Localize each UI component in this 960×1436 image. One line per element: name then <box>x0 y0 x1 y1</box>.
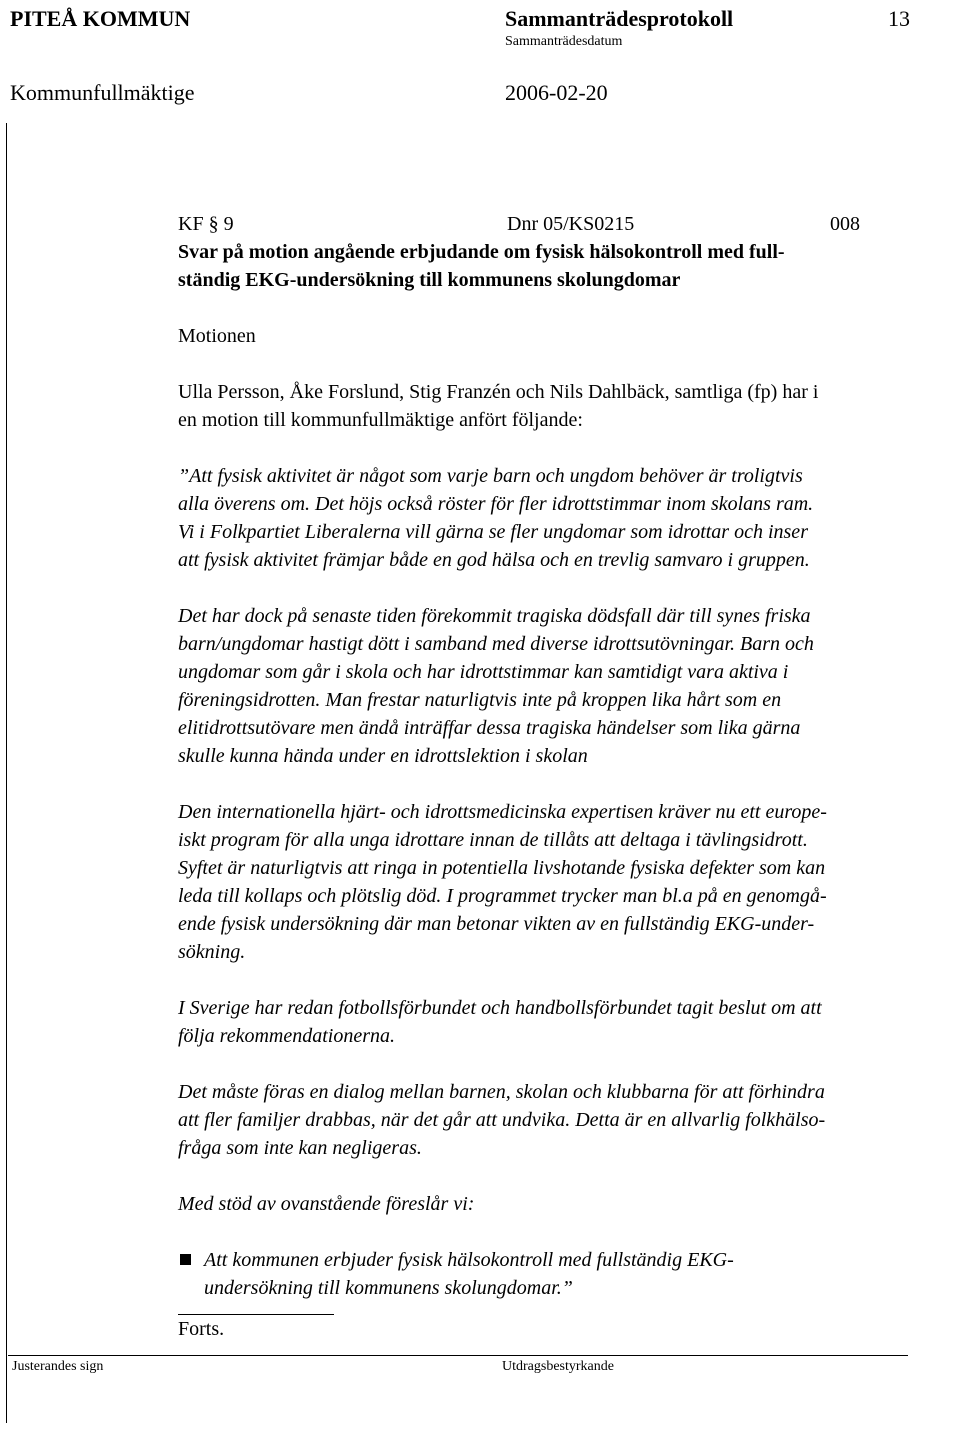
footer-rule <box>8 1355 908 1356</box>
document-body <box>178 210 958 1343</box>
quote-line: alla överens om. Det höjs också röster för fler idrottstimmar inom skolans ram. <box>178 493 814 515</box>
quote-line: Det har dock på senaste tiden förekommit tragiska dödsfall där till synes friska <box>178 605 811 627</box>
quote-line: sökning. <box>178 941 246 963</box>
organization-name: PITEÅ KOMMUN <box>10 6 191 31</box>
signature-label: Justerandes sign <box>12 1359 104 1374</box>
date-label: Sammanträdesdatum <box>505 34 623 49</box>
document-title: Sammanträdesprotokoll <box>505 6 734 31</box>
quote-line: följa rekommendationerna. <box>178 1025 396 1047</box>
quote-paragraph-4 <box>178 994 958 1050</box>
subject-line: ständig EKG-undersökning till kommunens skolungdomar <box>178 269 681 291</box>
continuation-label: Forts. <box>178 1318 225 1340</box>
extract-label: Utdragsbestyrkande <box>502 1359 614 1374</box>
quote-paragraph-2 <box>178 602 958 770</box>
quote-line: att fler familjer drabbas, när det går att undvika. Detta är en allvarlig folkhälso- <box>178 1109 826 1131</box>
bullet-line: undersökning till kommunens skolungdomar.” <box>204 1277 573 1299</box>
subject-line: Svar på motion angående erbjudande om fysisk hälsokontroll med full- <box>178 241 785 263</box>
quote-paragraph-5 <box>178 1078 958 1162</box>
dnr: Dnr 05/KS0215 <box>507 213 635 235</box>
proposal-bullet <box>178 1246 958 1302</box>
quote-line: ende fysisk undersökning där man betonar vikten av en fullständig EKG-under- <box>178 913 815 935</box>
quote-line: ungdomar som går i skola och har idrottstimmar kan samtidigt vara aktiva i <box>178 661 789 683</box>
quote-paragraph-1 <box>178 462 958 574</box>
quote-line: elitidrottsutövare men ändå inträffar dessa tragiska händelser som lika gärna <box>178 717 801 739</box>
quote-line: barn/ungdomar hastigt dött i samband med diverse idrottsutövningar. Barn och <box>178 633 814 655</box>
case-code: 008 <box>830 213 860 235</box>
quote-line: I Sverige har redan fotbollsförbundet och handbollsförbundet tagit beslut om att <box>178 997 822 1019</box>
section-heading: Motionen <box>178 325 256 347</box>
quote-paragraph-3 <box>178 798 958 966</box>
square-bullet-icon <box>180 1254 191 1265</box>
quote-line: ”Att fysisk aktivitet är något som varje barn och ungdom behöver är troligtvis <box>178 465 803 487</box>
quote-line: Den internationella hjärt- och idrottsmedicinska expertisen kräver nu ett europe- <box>178 801 827 823</box>
margin-line <box>6 123 7 1423</box>
quote-line: Det måste föras en dialog mellan barnen, skolan och klubbarna för att förhindra <box>178 1081 825 1103</box>
quote-line: iskt program för alla unga idrottare innan de tillåts att deltaga i tävlingsidrott. <box>178 829 808 851</box>
proposal-intro: Med stöd av ovanstående föreslår vi: <box>178 1193 475 1215</box>
case-header <box>178 210 958 238</box>
quote-line: föreningsidrotten. Man frestar naturligtvis inte på kroppen lika hårt som en <box>178 689 782 711</box>
quote-line: leda till kollaps och plötslig död. I programmet trycker man bl.a på en genomgå- <box>178 885 827 907</box>
quote-line: att fysisk aktivitet främjar både en god hälsa och en trevlig samvaro i gruppen. <box>178 549 810 571</box>
page-number: 13 <box>888 6 910 31</box>
meeting-date: 2006-02-20 <box>505 80 608 105</box>
body-name: Kommunfullmäktige <box>10 80 195 105</box>
quote-line: fråga som inte kan negligeras. <box>178 1137 422 1159</box>
bullet-line: Att kommunen erbjuder fysisk hälsokontroll med fullständig EKG- <box>204 1249 734 1271</box>
quote-line: Syftet är naturligtvis att ringa in potentiella livshotande fysiska defekter som kan <box>178 857 826 879</box>
intro-line: Ulla Persson, Åke Forslund, Stig Franzén och Nils Dahlbäck, samtliga (fp) har i <box>178 381 819 403</box>
quote-line: skulle kunna hända under en idrottslektion i skolan <box>178 745 588 767</box>
intro-line: en motion till kommunfullmäktige anfört följande: <box>178 409 583 431</box>
quote-line: Vi i Folkpartiet Liberalerna vill gärna se fler ungdomar som idrottar och inser <box>178 521 808 543</box>
case-number: KF § 9 <box>178 213 234 235</box>
